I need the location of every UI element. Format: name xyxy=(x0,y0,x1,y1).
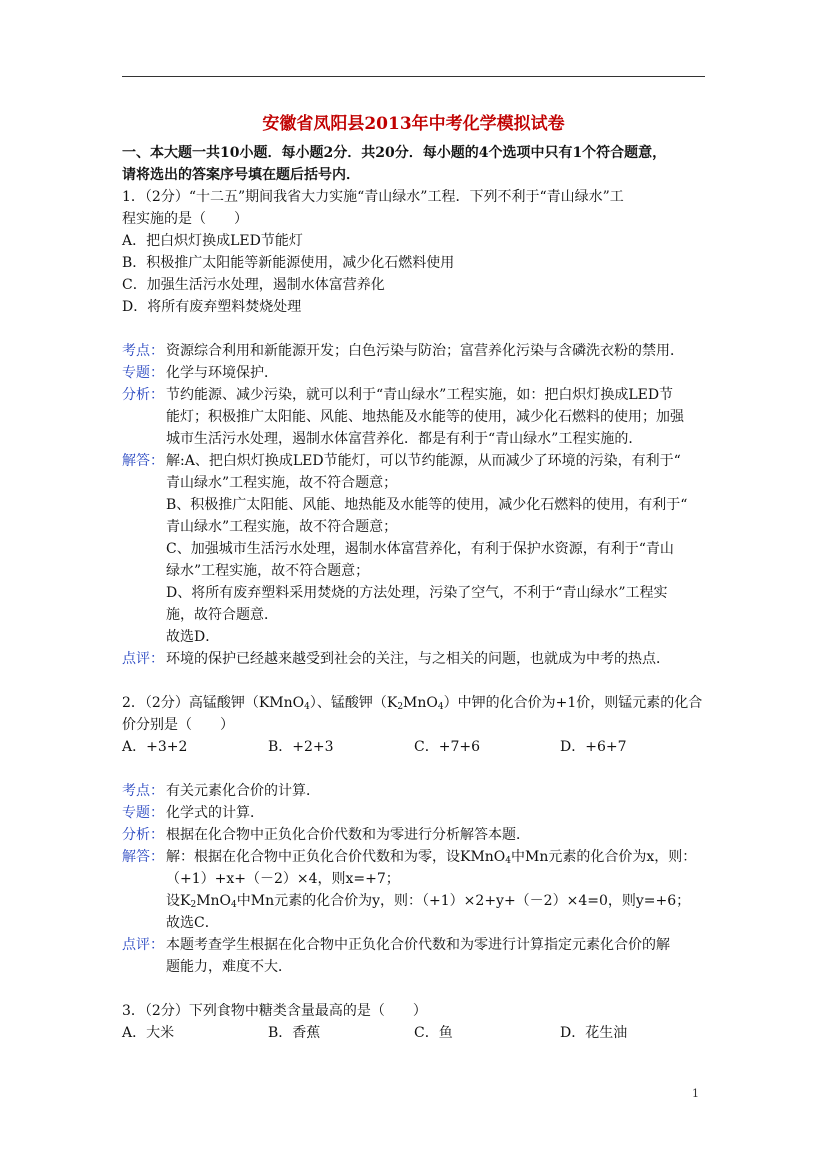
section-instructions-line1: 一、本大题一共10小题．每小题2分．共20分．每小题的4个选项中只有1个符合题意， xyxy=(122,145,667,161)
kaodian-label: 考点： xyxy=(122,343,164,359)
q3-option-b: B．香蕉 xyxy=(268,1025,321,1041)
fenxi-label: 分析： xyxy=(122,827,164,843)
dianping-text: 环境的保护已经越来越受到社会的关注，与之相关的问题，也就成为中考的热点． xyxy=(166,651,670,667)
q2-zhuanti xyxy=(122,802,707,824)
page-number: 1 xyxy=(692,1087,699,1100)
jieda-line: D、将所有废弃塑料采用焚烧的方法处理，污染了空气，不利于“青山绿水”工程实 xyxy=(166,585,668,601)
page-title: 安徽省凤阳县2013年中考化学模拟试卷 xyxy=(262,114,565,134)
q2-options xyxy=(122,736,707,758)
q1-kaodian xyxy=(122,340,707,362)
zhuanti-label: 专题： xyxy=(122,805,164,821)
dianping-label: 点评： xyxy=(122,937,164,953)
q1-option-d: D．将所有废弃塑料焚烧处理 xyxy=(122,299,302,315)
q1-zhuanti xyxy=(122,362,707,384)
fenxi-label: 分析： xyxy=(122,387,164,403)
jieda-line: 施，故符合题意． xyxy=(166,607,278,623)
header-rule xyxy=(122,76,705,77)
dianping-label: 点评： xyxy=(122,651,164,667)
jieda-line: 故选C． xyxy=(166,915,219,931)
q1-option-a: A．把白炽灯换成LED节能灯 xyxy=(122,233,303,249)
q3-option-d: D．花生油 xyxy=(560,1025,628,1041)
q1-dianping xyxy=(122,648,707,670)
jieda-label: 解答： xyxy=(122,453,164,469)
kaodian-text: 资源综合利用和新能源开发；白色污染与防治；富营养化污染与含磷洗衣粉的禁用． xyxy=(166,343,684,359)
q2-stem-line2: 价分别是（ ） xyxy=(122,717,234,733)
dianping-line: 题能力，难度不大． xyxy=(166,959,292,975)
dianping-line: 本题考查学生根据在化合物中正负化合价代数和为零进行计算指定元素化合价的解 xyxy=(166,937,670,953)
q1-stem-line2: 程实施的是（ ） xyxy=(122,211,248,227)
jieda-line: 绿水”工程实施，故不符合题意； xyxy=(166,563,370,579)
zhuanti-label: 专题： xyxy=(122,365,164,381)
q2-option-a: A．+3+2 xyxy=(122,739,188,755)
kaodian-label: 考点： xyxy=(122,783,164,799)
q2-option-d: D．+6+7 xyxy=(560,739,627,755)
fenxi-text: 根据在化合物中正负化合价代数和为零进行分析解答本题． xyxy=(166,827,530,843)
document-body xyxy=(122,142,707,1044)
jieda-line: （+1）+x+（－2）×4，则x=+7； xyxy=(166,871,400,887)
section-instructions-line2: 请将选出的答案序号填在题后括号内． xyxy=(122,167,360,183)
q2-option-c: C．+7+6 xyxy=(414,739,480,755)
q2-option-b: B．+2+3 xyxy=(268,739,334,755)
jieda-line: C、加强城市生活污水处理，遏制水体富营养化，有利于保护水资源，有利于“青山 xyxy=(166,541,674,557)
jieda-line: 解:A、把白炽灯换成LED节能灯，可以节约能源，从而减少了环境的污染，有利于“ xyxy=(166,453,681,469)
q1-option-c: C．加强生活污水处理，遏制水体富营养化 xyxy=(122,277,385,293)
fenxi-line: 能灯；积极推广太阳能、风能、地热能及水能等的使用，减少化石燃料的使用；加强 xyxy=(166,409,684,425)
jieda-label: 解答： xyxy=(122,849,164,865)
fenxi-line: 城市生活污水处理，遏制水体富营养化．都是有利于“青山绿水”工程实施的． xyxy=(166,431,643,447)
q2-kaodian xyxy=(122,780,707,802)
q1-stem-line1: 1．（2分）“十二五”期间我省大力实施“青山绿水”工程．下列不利于“青山绿水”工 xyxy=(122,189,624,205)
jieda-line: 青山绿水”工程实施，故不符合题意； xyxy=(166,519,398,535)
jieda-line: B、积极推广太阳能、风能、地热能及水能等的使用，减少化石燃料的使用，有利于“ xyxy=(166,497,688,513)
jieda-line: 青山绿水”工程实施，故不符合题意； xyxy=(166,475,398,491)
q3-stem: 3．（2分）下列食物中糖类含量最高的是（ ） xyxy=(122,1003,427,1019)
q2-stem-line1: 2．（2分）高锰酸钾（KMnO$_4$）、锰酸钾$(K_2MnO_4)$中钾的化合价为+1价，则锰元素的化合 xyxy=(122,695,703,712)
q3-options xyxy=(122,1022,707,1044)
q1-fenxi xyxy=(122,384,707,450)
q3-option-a: A．大米 xyxy=(122,1025,175,1041)
zhuanti-text: 化学与环境保护． xyxy=(166,365,278,381)
q1-jieda xyxy=(122,450,707,648)
zhuanti-text: 化学式的计算． xyxy=(166,805,264,821)
jieda-line: 故选D． xyxy=(166,629,220,645)
q2-dianping xyxy=(122,934,707,978)
q1-option-b: B．积极推广太阳能等新能源使用，减少化石燃料使用 xyxy=(122,255,455,271)
jieda-line: 设$K_2MnO_4$中Mn元素的化合价为y，则：（+1）×2+y+（－2）×4=0，则y=+6； xyxy=(166,893,691,910)
q2-jieda xyxy=(122,846,707,934)
q2-fenxi xyxy=(122,824,707,846)
fenxi-line: 节约能源、减少污染，就可以利于“青山绿水”工程实施，如：把白炽灯换成LED节 xyxy=(166,387,674,403)
jieda-line: 解：根据在化合物中正负化合价代数和为零，设KMnO$_4$中Mn元素的化合价为x，则： xyxy=(166,849,697,866)
q3-option-c: C．鱼 xyxy=(414,1025,453,1041)
kaodian-text: 有关元素化合价的计算． xyxy=(166,783,320,799)
